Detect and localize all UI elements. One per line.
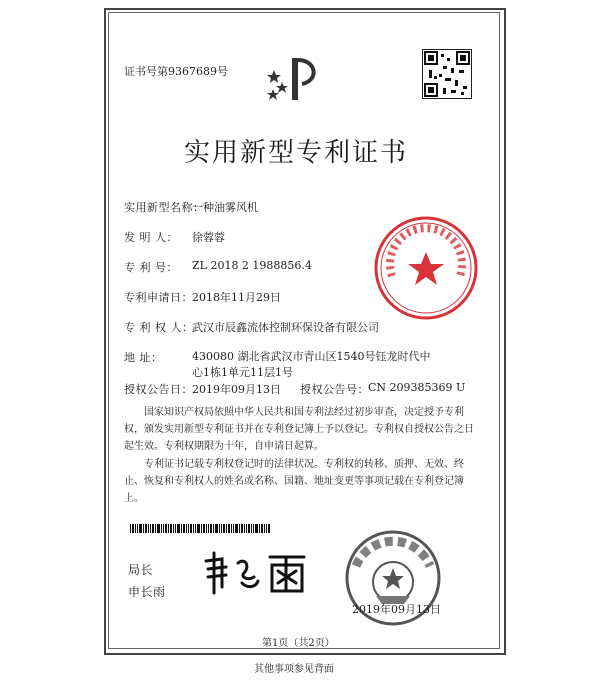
field-label-address: 地 址： xyxy=(124,351,163,364)
qr-code xyxy=(422,49,472,99)
field-label-grant-date: 授权公告日： xyxy=(124,383,193,396)
field-value-inventor: 徐蓉蓉 xyxy=(192,231,225,244)
field-label-inventor: 发 明 人： xyxy=(124,231,178,244)
patent-office-logo xyxy=(262,52,324,104)
field-label-patentee: 专 利 权 人： xyxy=(124,321,194,334)
director-name: 申长雨 xyxy=(128,585,166,599)
barcode xyxy=(130,524,345,533)
field-label-grant-no: 授权公告号： xyxy=(300,383,369,396)
seal-date: 2019年09月13日 xyxy=(352,603,441,616)
certificate-number: 证书号第9367689号 xyxy=(124,65,228,78)
field-label-name: 实用新型名称： xyxy=(124,201,205,214)
field-value-patent-no: ZL 2018 2 1988856.4 xyxy=(192,259,312,272)
field-value-patentee: 武汉市辰鑫流体控制环保设备有限公司 xyxy=(192,321,379,334)
page-title: 实用新型专利证书 xyxy=(184,138,409,168)
director-title: 局长 xyxy=(128,563,154,577)
field-value-filing-date: 2018年11月29日 xyxy=(192,291,281,304)
decision-paragraph: 国家知识产权局依照中华人民共和国专利法经过初步审查，决定授予专利权，颁发实用新型专利证书并在专利登记簿上予以登记。专利权自授权公告之日起生效。专利权期限为十年，自申请日起算。 xyxy=(124,407,474,452)
page-number: 第1页（共2页） xyxy=(262,638,335,649)
field-label-filing-date: 专利申请日： xyxy=(124,291,193,304)
footer-note: 其他事项参见背面 xyxy=(254,664,334,675)
field-value-grant-no: CN 209385369 U xyxy=(368,381,466,394)
field-label-patent-no: 专 利 号： xyxy=(124,261,178,274)
field-value-grant-date: 2019年09月13日 xyxy=(192,383,281,396)
field-value-name: 一种油雾风机 xyxy=(192,201,258,214)
field-value-address: 430080 湖北省武汉市青山区1540号钰龙时代中心1栋1单元11层1号 xyxy=(192,350,431,379)
legal-status-paragraph: 专利证书记载专利权登记时的法律状况。专利权的转移、质押、无效、终止、恢复和专利权人的姓名或名称、国籍、地址变更等事项记载在专利登记簿上。 xyxy=(124,459,464,504)
company-seal xyxy=(372,214,480,322)
handwritten-signature xyxy=(196,547,316,597)
